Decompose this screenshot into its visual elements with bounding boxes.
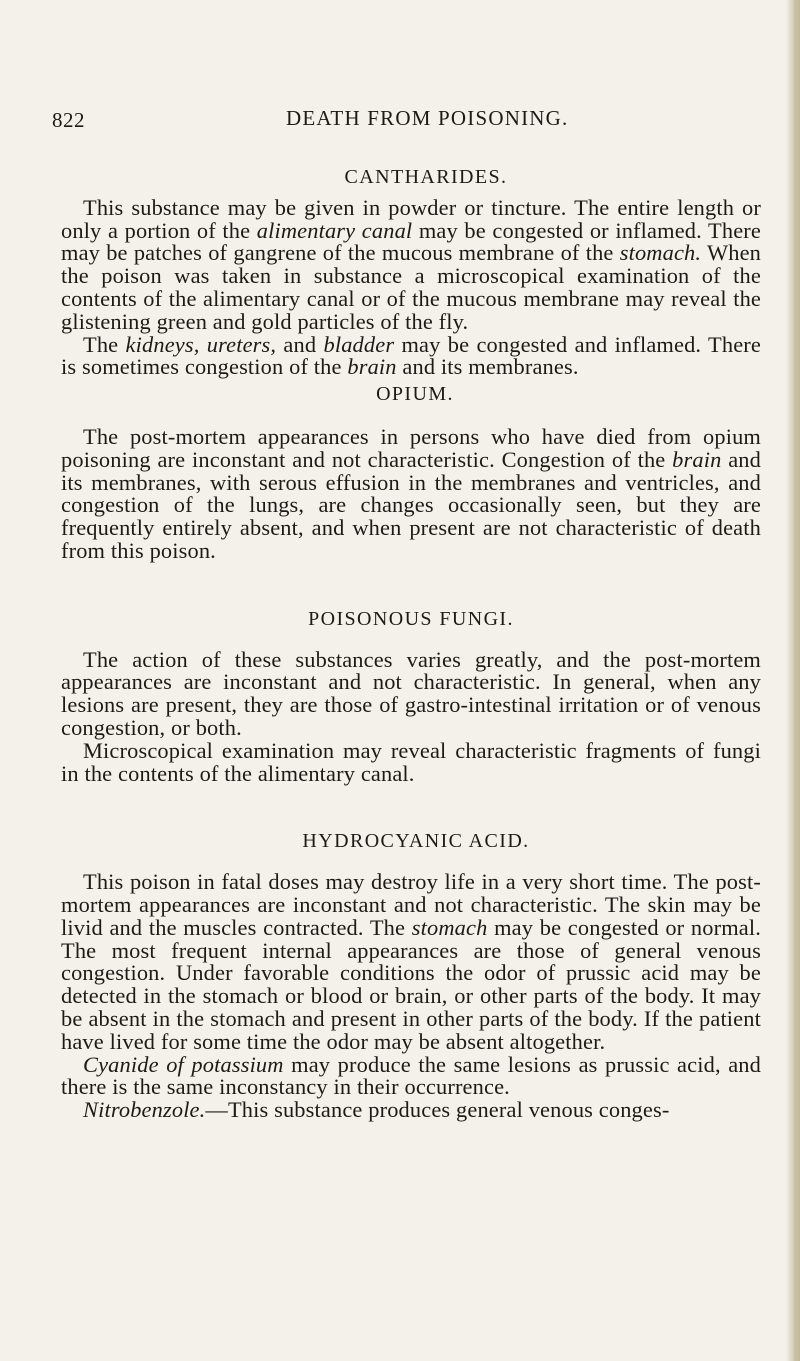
paragraph: Microscopical examination may reveal characteristic fragments of fungi in the contents of the alimentary canal. — [61, 737, 761, 786]
section-heading: CANTHARIDES. — [344, 166, 508, 188]
section-heading: OPIUM. — [376, 383, 454, 406]
section-hydrocyanic-acid — [61, 830, 761, 1122]
running-head: DEATH FROM POISONING. — [286, 106, 569, 130]
page-number: 822 — [52, 108, 85, 132]
paragraph: The action of these substances varies greatly, and the post-mortem appearances are inconstant and not characteristic. In general, when any lesions are present, they are those of gastro-intestinal irritation or of venous congestion, or both. — [61, 646, 761, 740]
paragraph: The kidneys, ureters, and bladder may be congested and inflamed. There is sometimes congestion of the brain and its membranes. — [61, 331, 761, 380]
section-cantharides — [61, 166, 761, 379]
section-heading: POISONOUS FUNGI. — [308, 607, 514, 630]
paragraph: Cyanide of potassium may produce the same lesions as prussic acid, and there is the same inconstancy in their occurrence. — [61, 1051, 761, 1100]
section-heading: HYDROCYANIC ACID. — [302, 830, 530, 853]
section-opium — [61, 383, 761, 563]
page-edge-binding — [794, 0, 800, 1361]
paragraph: This substance may be given in powder or tincture. The entire length or only a portion of the alimentary canal may be congested or inflamed. There may be patches of gangrene of the mucous membrane of the stomach. When the poison was taken in substance a microscopical examination of the contents of the alimentary canal or of the mucous membrane may reveal the glistening green and gold particles of the fly. — [61, 194, 762, 334]
page-body — [61, 166, 761, 1122]
paragraph: This poison in fatal doses may destroy life in a very short time. The post-mortem appearances are inconstant and not characteristic. The skin may be livid and the muscles contracted. The stomach may be congested or normal. The most frequent internal appearances are those of general venous congestion. Under favorable conditions the odor of prussic acid may be detected in the stomach or blood or brain, or other parts of the body. It may be absent in the stomach and present in other parts of the body. If the patient have lived for some time the odor may be absent altogether. — [61, 869, 761, 1054]
section-poisonous-fungi — [61, 608, 761, 786]
paragraph: The post-mortem appearances in persons who have died from opium poisoning are inconstant and not characteristic. Congestion of the brain and its membranes, with serous effusion in the membranes and ventricles, and congestion of the lungs, are changes occasionally seen, but they are frequently entirely absent, and when present are not characteristic of death from this poison. — [61, 423, 761, 563]
paragraph: Nitrobenzole.—This substance produces general venous conges- — [83, 1097, 670, 1123]
